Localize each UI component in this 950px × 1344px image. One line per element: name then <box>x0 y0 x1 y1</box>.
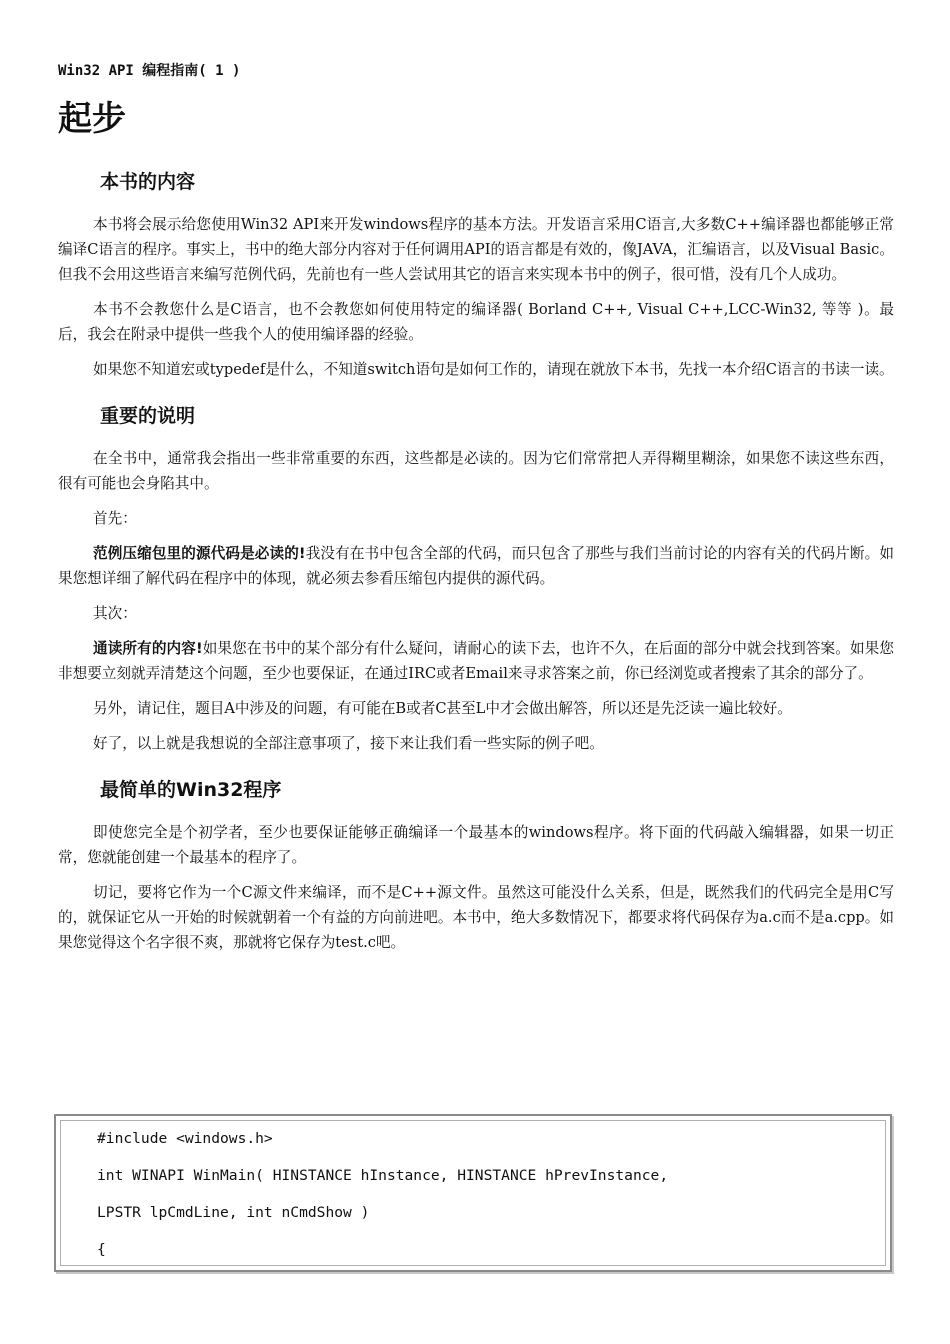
code-block <box>54 1114 892 1272</box>
paragraph <box>58 601 894 626</box>
paragraph-text: 我没有在书中包含全部的代码，而只包含了那些与我们当前讨论的内容有关的代码片断。如果您想详细了解代码在程序中的体现，就必须去参看压缩包内提供的源代码。 <box>58 545 894 587</box>
paragraph-text: 其次： <box>93 605 137 622</box>
code-line: { <box>97 1241 106 1258</box>
paragraph <box>58 820 894 870</box>
section-heading: 重要的说明 <box>100 405 196 427</box>
paragraph <box>58 297 894 347</box>
code-line: int WINAPI WinMain( HINSTANCE hInstance, HINSTANCE hPrevInstance, <box>97 1167 669 1184</box>
document-header: Win32 API 编程指南( 1 ) <box>58 63 241 79</box>
paragraph-text: 首先： <box>93 510 137 527</box>
emphasis-text: 通读所有的内容! <box>93 640 203 657</box>
paragraph <box>58 541 894 591</box>
section-spacer <box>58 965 894 975</box>
chapter-title: 起步 <box>58 99 126 139</box>
paragraph <box>58 212 894 287</box>
code-line: #include <windows.h> <box>97 1130 273 1147</box>
code-block-inner <box>60 1120 886 1266</box>
section-heading: 最简单的Win32程序 <box>100 779 282 801</box>
paragraph <box>58 357 894 382</box>
paragraph-text: 另外，请记住，题目A中涉及的问题，有可能在B或者C甚至L中才会做出解答，所以还是先泛读一遍比较好。 <box>93 700 792 717</box>
section-spacer <box>58 392 894 402</box>
paragraph-text: 即使您完全是个初学者，至少也要保证能够正确编译一个最基本的windows程序。将下面的代码敲入编辑器，如果一切正常，您就能创建一个最基本的程序了。 <box>58 824 894 866</box>
paragraph-text: 本书将会展示给您使用Win32 API来开发windows程序的基本方法。开发语言采用C语言,大多数C++编译器也都能够正常编译C语言的程序。事实上，书中的绝大部分内容对于任何调用API的语言都是有效的，像JAVA，汇编语言，以及Visual Basic。但我不会用这些语言来编写范例代码，先前也有一些人尝试用其它的语言来实现本书中的例子，很可惜，没有几个人成功。 <box>58 216 894 283</box>
paragraph <box>58 696 894 721</box>
section-heading: 本书的内容 <box>100 171 196 193</box>
paragraph-text: 好了，以上就是我想说的全部注意事项了，接下来让我们看一些实际的例子吧。 <box>93 735 604 752</box>
paragraph-text: 本书不会教您什么是C语言，也不会教您如何使用特定的编译器( Borland C++, Visual C++,LCC-Win32, 等等 )。最后，我会在附录中提供一些我个人的使用编译器的经验。 <box>58 301 894 343</box>
paragraph <box>58 636 894 686</box>
emphasis-text: 范例压缩包里的源代码是必读的! <box>93 545 306 562</box>
paragraph-text: 切记，要将它作为一个C源文件来编译，而不是C++源文件。虽然这可能没什么关系，但是，既然我们的代码完全是用C写的，就保证它从一开始的时候就朝着一个有益的方向前进吧。本书中，绝大多数情况下，都要求将代码保存为a.c而不是a.cpp。如果您觉得这个名字很不爽，那就将它保存为test.c吧。 <box>58 884 894 951</box>
code-line: LPSTR lpCmdLine, int nCmdShow ) <box>97 1204 370 1221</box>
paragraph-text: 在全书中，通常我会指出一些非常重要的东西，这些都是必读的。因为它们常常把人弄得糊里糊涂，如果您不读这些东西，很有可能也会身陷其中。 <box>58 450 894 492</box>
paragraph-text: 如果您不知道宏或typedef是什么，不知道switch语句是如何工作的，请现在就放下本书，先找一本介绍C语言的书读一读。 <box>93 361 894 378</box>
paragraph <box>58 731 894 756</box>
paragraph <box>58 446 894 496</box>
document-body <box>58 168 894 975</box>
paragraph <box>58 506 894 531</box>
paragraph-text: 如果您在书中的某个部分有什么疑问，请耐心的读下去，也许不久，在后面的部分中就会找到答案。如果您非想要立刻就弄清楚这个问题，至少也要保证，在通过IRC或者Email来寻求答案之前，你已经浏览或者搜索了其余的部分了。 <box>58 640 894 682</box>
paragraph <box>58 880 894 955</box>
section-spacer <box>58 766 894 776</box>
